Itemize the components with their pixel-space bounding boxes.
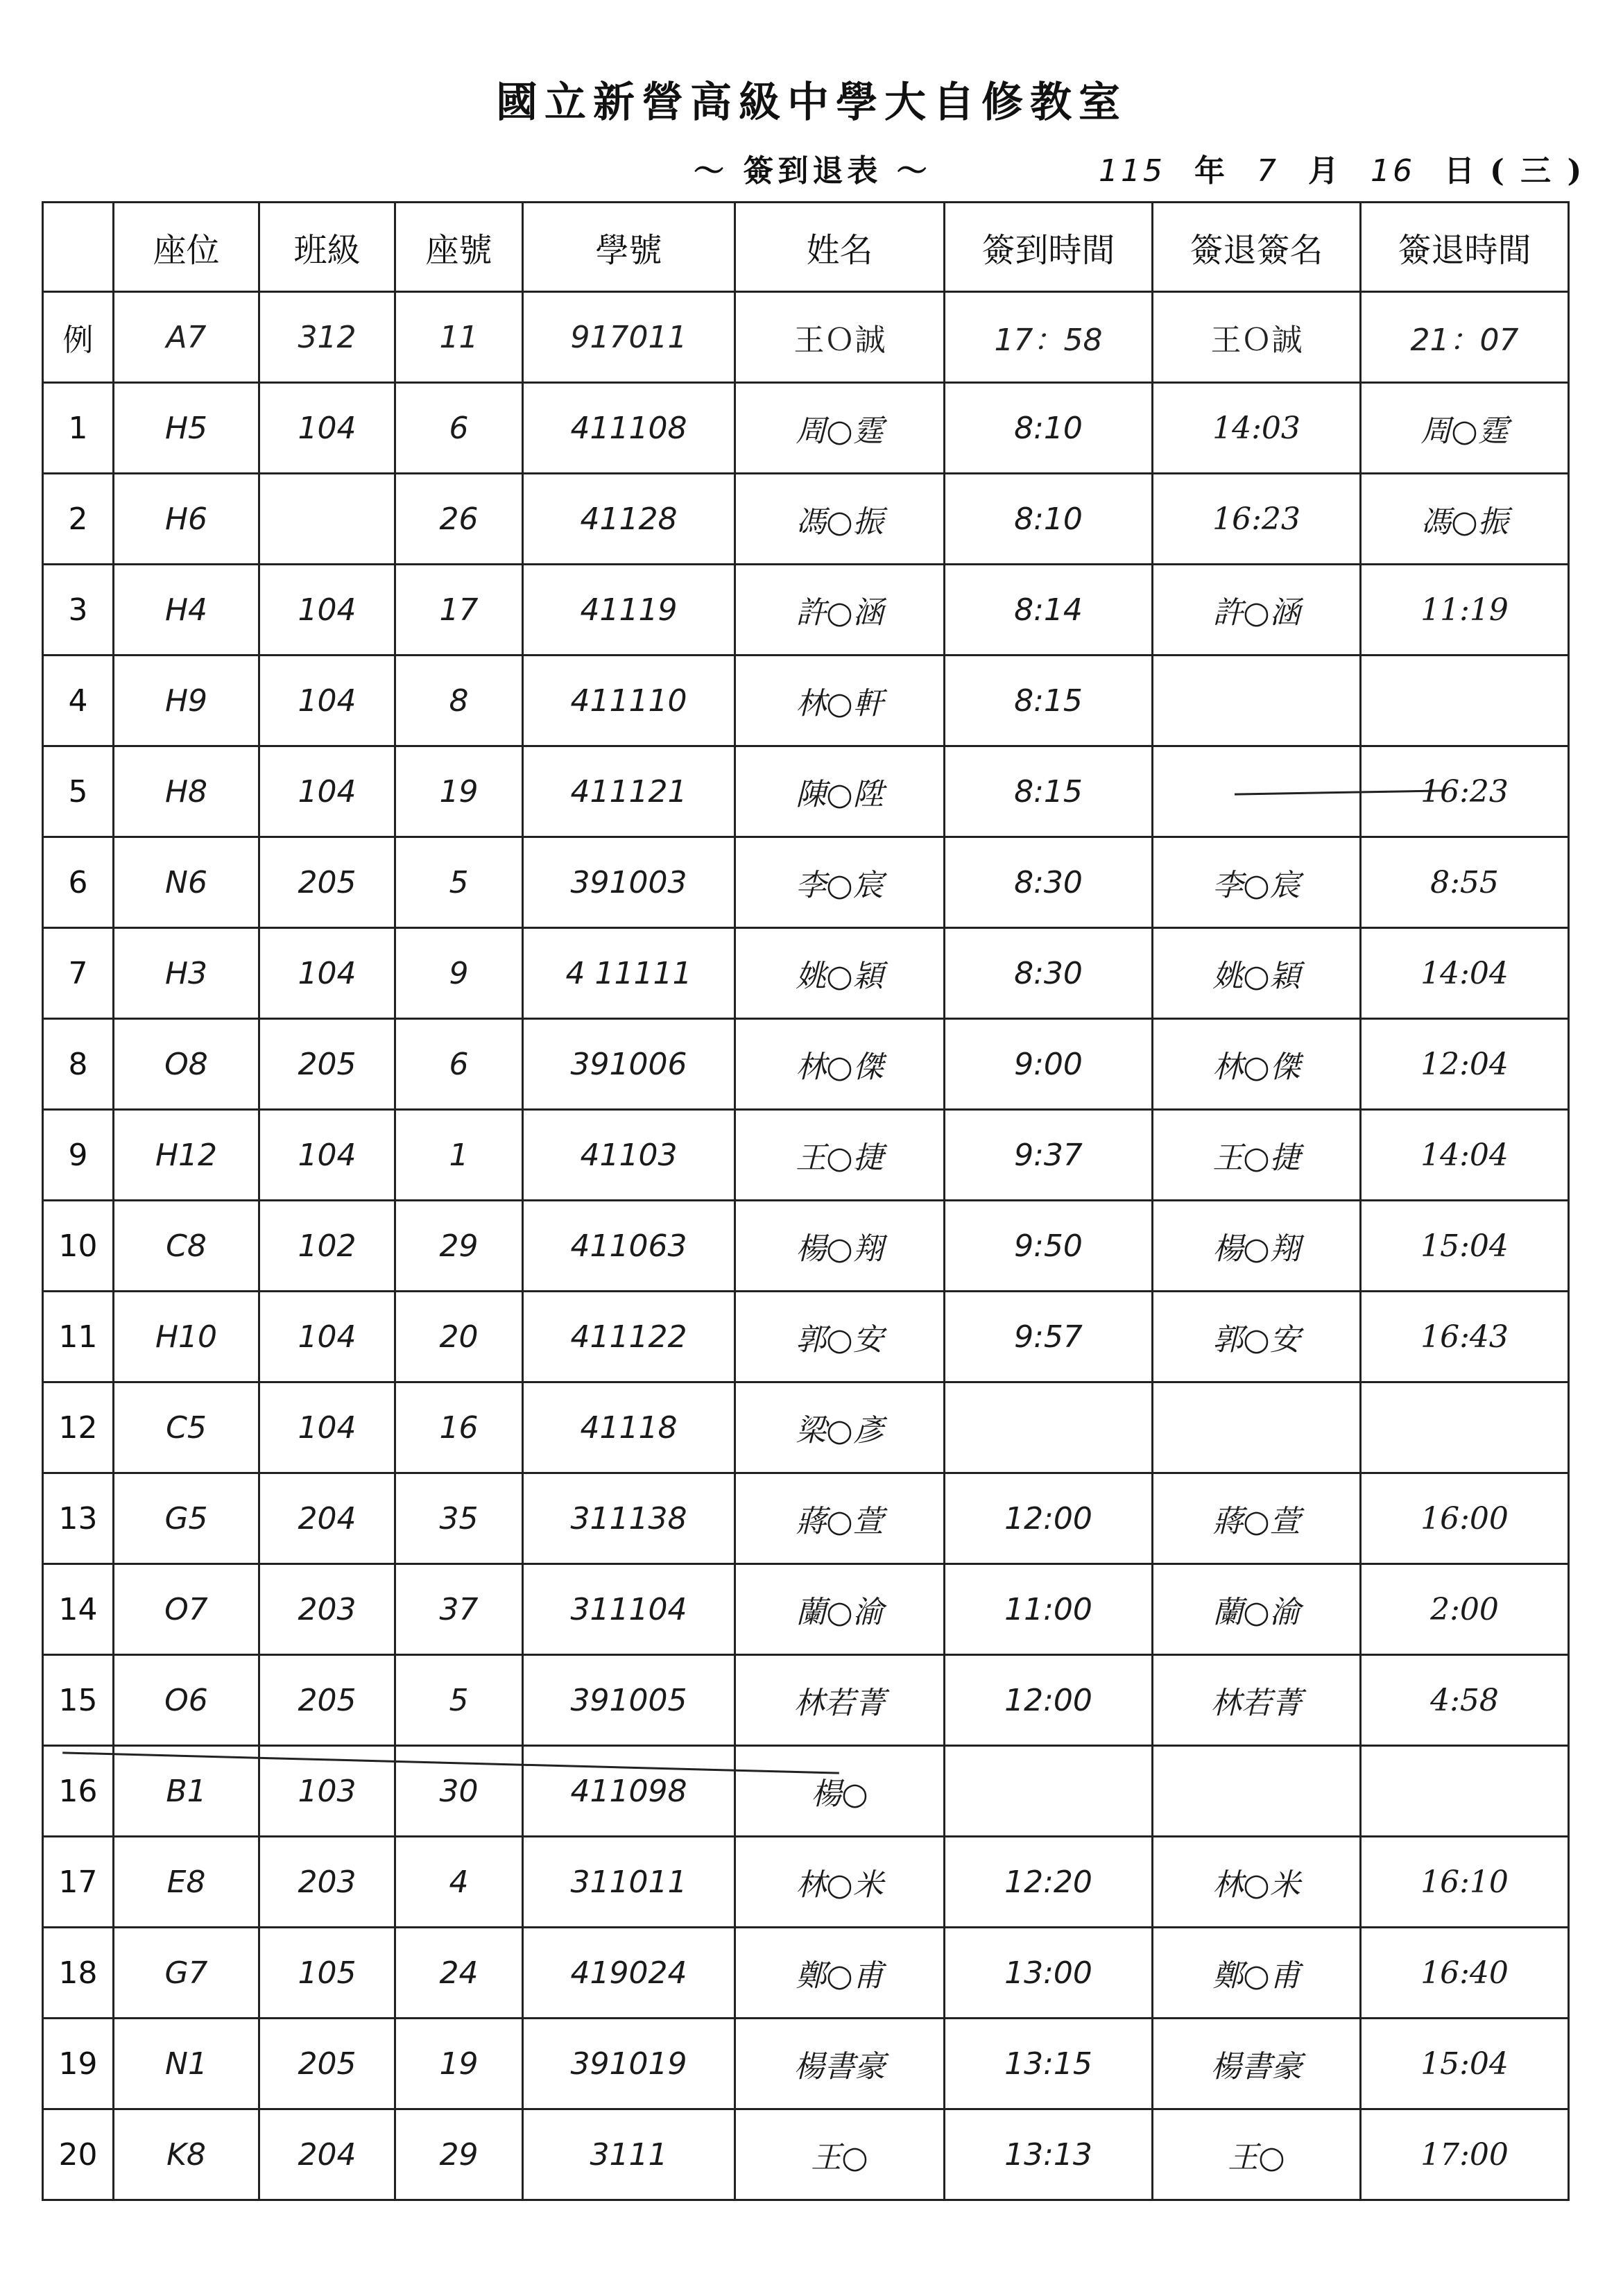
student-id-cell: 391005 (523, 1655, 735, 1746)
class-cell: 205 (259, 2019, 395, 2109)
seat-number-cell: 30 (395, 1746, 523, 1837)
header-name: 姓名 (735, 203, 945, 292)
signout-sign-cell: 林○傑 (1153, 1019, 1361, 1110)
row-number: 18 (43, 1928, 114, 2019)
table-row (43, 928, 1569, 1019)
student-id-cell: 311138 (523, 1473, 735, 1564)
class-cell: 104 (259, 928, 395, 1019)
checkin-time-cell: 9:50 (945, 1201, 1153, 1292)
student-id-cell: 411110 (523, 656, 735, 746)
signout-sign-cell: 林○米 (1153, 1837, 1361, 1928)
seat-cell: O7 (114, 1564, 259, 1655)
date-year-label: 年 (1194, 153, 1228, 189)
checkin-time-cell: 13:15 (945, 2019, 1153, 2109)
checkout-time-cell: 4:58 (1361, 1655, 1569, 1746)
checkout-time-cell: 8:55 (1361, 837, 1569, 928)
example-seat: A7 (114, 292, 259, 383)
seat-number-cell: 6 (395, 1019, 523, 1110)
page-subtitle: ～ 簽到退表 ～ (694, 153, 931, 189)
name-cell: 許○涵 (735, 565, 945, 656)
name-cell: 馮○振 (735, 474, 945, 565)
header-checkout-time: 簽退時間 (1361, 203, 1569, 292)
seat-cell: E8 (114, 1837, 259, 1928)
class-cell: 105 (259, 1928, 395, 2019)
student-id-cell: 41128 (523, 474, 735, 565)
example-student-id: 917011 (523, 292, 735, 383)
checkout-time-cell: 12:04 (1361, 1019, 1569, 1110)
row-number: 9 (43, 1110, 114, 1201)
signout-sign-cell: 楊書豪 (1153, 2019, 1361, 2109)
name-cell: 李○宸 (735, 837, 945, 928)
checkin-time-cell (945, 1746, 1153, 1837)
example-label: 例 (43, 292, 114, 383)
student-id-cell: 41103 (523, 1110, 735, 1201)
table-row (43, 1837, 1569, 1928)
row-number: 4 (43, 656, 114, 746)
table-row (43, 565, 1569, 656)
table-row (43, 1019, 1569, 1110)
seat-cell: H8 (114, 746, 259, 837)
name-cell: 林○軒 (735, 656, 945, 746)
student-id-cell: 411121 (523, 746, 735, 837)
class-cell: 103 (259, 1746, 395, 1837)
checkin-time-cell: 12:00 (945, 1473, 1153, 1564)
checkin-time-cell: 11:00 (945, 1564, 1153, 1655)
row-number: 8 (43, 1019, 114, 1110)
date-line (1082, 146, 1584, 190)
example-class: 312 (259, 292, 395, 383)
row-number: 13 (43, 1473, 114, 1564)
signout-sign-cell (1153, 1746, 1361, 1837)
row-number: 16 (43, 1746, 114, 1837)
name-cell: 周○霆 (735, 383, 945, 474)
table-row (43, 1655, 1569, 1746)
date-month: 7 (1256, 153, 1279, 189)
seat-cell: H6 (114, 474, 259, 565)
row-number: 19 (43, 2019, 114, 2109)
example-number: 11 (395, 292, 523, 383)
table-row (43, 1201, 1569, 1292)
checkin-time-cell: 12:00 (945, 1655, 1153, 1746)
seat-cell: C5 (114, 1382, 259, 1473)
signout-sign-cell: 16:23 (1153, 474, 1361, 565)
signout-sign-cell: 李○宸 (1153, 837, 1361, 928)
class-cell: 104 (259, 1292, 395, 1382)
student-id-cell: 411108 (523, 383, 735, 474)
signout-sign-cell: 林若菁 (1153, 1655, 1361, 1746)
row-number: 3 (43, 565, 114, 656)
signin-table (42, 201, 1570, 2201)
row-number: 14 (43, 1564, 114, 1655)
date-year: 115 (1099, 153, 1165, 189)
example-checkout: 21：07 (1361, 292, 1569, 383)
class-cell: 204 (259, 2109, 395, 2200)
seat-cell: N1 (114, 2019, 259, 2109)
header-class: 班級 (259, 203, 395, 292)
name-cell: 楊○翔 (735, 1201, 945, 1292)
student-id-cell: 419024 (523, 1928, 735, 2019)
checkout-time-cell (1361, 1746, 1569, 1837)
student-id-cell: 311011 (523, 1837, 735, 1928)
seat-number-cell: 9 (395, 928, 523, 1019)
signout-sign-cell: 王○ (1153, 2109, 1361, 2200)
seat-cell: H12 (114, 1110, 259, 1201)
seat-number-cell: 5 (395, 1655, 523, 1746)
checkout-time-cell: 16:40 (1361, 1928, 1569, 2019)
seat-number-cell: 26 (395, 474, 523, 565)
checkout-time-cell: 15:04 (1361, 1201, 1569, 1292)
table-row (43, 1564, 1569, 1655)
class-cell: 104 (259, 1110, 395, 1201)
table-row (43, 2019, 1569, 2109)
signout-sign-cell (1153, 1382, 1361, 1473)
name-cell: 林○米 (735, 1837, 945, 1928)
checkout-time-cell: 11:19 (1361, 565, 1569, 656)
class-cell: 205 (259, 1655, 395, 1746)
date-month-label: 月 (1307, 153, 1341, 189)
class-cell: 104 (259, 1382, 395, 1473)
row-number: 6 (43, 837, 114, 928)
seat-cell: C8 (114, 1201, 259, 1292)
seat-cell: N6 (114, 837, 259, 928)
checkout-time-cell: 14:04 (1361, 928, 1569, 1019)
name-cell: 林○傑 (735, 1019, 945, 1110)
example-name: 王Ｏ誠 (735, 292, 945, 383)
row-number: 10 (43, 1201, 114, 1292)
table-row (43, 656, 1569, 746)
table-row (43, 1928, 1569, 2019)
checkin-time-cell: 9:00 (945, 1019, 1153, 1110)
seat-number-cell: 24 (395, 1928, 523, 2019)
signout-sign-cell: 王○捷 (1153, 1110, 1361, 1201)
checkout-time-cell: 周○霆 (1361, 383, 1569, 474)
student-id-cell: 411063 (523, 1201, 735, 1292)
row-number: 1 (43, 383, 114, 474)
student-id-cell: 3111 (523, 2109, 735, 2200)
seat-cell: H5 (114, 383, 259, 474)
header-seat: 座位 (114, 203, 259, 292)
student-id-cell: 391019 (523, 2019, 735, 2109)
seat-cell: O6 (114, 1655, 259, 1746)
class-cell: 104 (259, 383, 395, 474)
name-cell: 陳○陞 (735, 746, 945, 837)
seat-number-cell: 37 (395, 1564, 523, 1655)
seat-cell: B1 (114, 1746, 259, 1837)
checkin-time-cell (945, 1382, 1153, 1473)
example-row (43, 292, 1569, 383)
name-cell: 楊○ (735, 1746, 945, 1837)
student-id-cell: 311104 (523, 1564, 735, 1655)
signout-sign-cell: 蔣○萱 (1153, 1473, 1361, 1564)
checkout-time-cell (1361, 656, 1569, 746)
seat-number-cell: 29 (395, 1201, 523, 1292)
page-title: 國立新營高級中學大自修教室 (496, 78, 1127, 127)
checkout-time-cell: 16:00 (1361, 1473, 1569, 1564)
class-cell: 102 (259, 1201, 395, 1292)
checkout-time-cell: 16:23 (1361, 746, 1569, 837)
checkin-time-cell: 9:57 (945, 1292, 1153, 1382)
checkout-time-cell: 17:00 (1361, 2109, 1569, 2200)
row-number: 11 (43, 1292, 114, 1382)
checkin-time-cell: 8:15 (945, 746, 1153, 837)
seat-cell: H9 (114, 656, 259, 746)
checkout-time-cell: 馮○振 (1361, 474, 1569, 565)
table-row (43, 1473, 1569, 1564)
checkout-time-cell: 15:04 (1361, 2019, 1569, 2109)
student-id-cell: 411122 (523, 1292, 735, 1382)
seat-number-cell: 20 (395, 1292, 523, 1382)
checkout-time-cell: 14:04 (1361, 1110, 1569, 1201)
name-cell: 姚○穎 (735, 928, 945, 1019)
signout-sign-cell: 郭○安 (1153, 1292, 1361, 1382)
name-cell: 梁○彥 (735, 1382, 945, 1473)
checkin-time-cell: 8:30 (945, 837, 1153, 928)
table-row (43, 837, 1569, 928)
seat-number-cell: 19 (395, 2019, 523, 2109)
signout-sign-cell (1153, 656, 1361, 746)
name-cell: 楊書豪 (735, 2019, 945, 2109)
name-cell: 郭○安 (735, 1292, 945, 1382)
signout-sign-cell: 許○涵 (1153, 565, 1361, 656)
table-row (43, 1292, 1569, 1382)
seat-cell: H10 (114, 1292, 259, 1382)
name-cell: 鄭○甫 (735, 1928, 945, 2019)
seat-number-cell: 1 (395, 1110, 523, 1201)
student-id-cell: 411098 (523, 1746, 735, 1837)
checkout-time-cell: 16:43 (1361, 1292, 1569, 1382)
student-id-cell: 391003 (523, 837, 735, 928)
signout-sign-cell: 鄭○甫 (1153, 1928, 1361, 2019)
signout-sign-cell: 蘭○渝 (1153, 1564, 1361, 1655)
signout-sign-cell: 楊○翔 (1153, 1201, 1361, 1292)
checkin-time-cell: 9:37 (945, 1110, 1153, 1201)
table-row (43, 1382, 1569, 1473)
student-id-cell: 4 11111 (523, 928, 735, 1019)
signout-sign-cell: 14:03 (1153, 383, 1361, 474)
class-cell: 204 (259, 1473, 395, 1564)
class-cell: 205 (259, 837, 395, 928)
checkout-time-cell: 2:00 (1361, 1564, 1569, 1655)
row-number: 17 (43, 1837, 114, 1928)
seat-cell: G7 (114, 1928, 259, 2019)
seat-number-cell: 29 (395, 2109, 523, 2200)
row-number: 20 (43, 2109, 114, 2200)
name-cell: 林若菁 (735, 1655, 945, 1746)
checkout-time-cell (1361, 1382, 1569, 1473)
seat-number-cell: 35 (395, 1473, 523, 1564)
checkin-time-cell: 13:00 (945, 1928, 1153, 2019)
checkin-time-cell: 8:30 (945, 928, 1153, 1019)
row-number: 7 (43, 928, 114, 1019)
name-cell: 王○捷 (735, 1110, 945, 1201)
checkin-time-cell: 8:10 (945, 383, 1153, 474)
table-row (43, 474, 1569, 565)
table-row (43, 2109, 1569, 2200)
seat-cell: K8 (114, 2109, 259, 2200)
student-id-cell: 41119 (523, 565, 735, 656)
seat-number-cell: 17 (395, 565, 523, 656)
seat-cell: O8 (114, 1019, 259, 1110)
seat-number-cell: 16 (395, 1382, 523, 1473)
class-cell: 205 (259, 1019, 395, 1110)
date-day: 16 (1370, 153, 1415, 189)
row-number: 2 (43, 474, 114, 565)
row-number: 15 (43, 1655, 114, 1746)
header-blank (43, 203, 114, 292)
checkout-time-cell: 16:10 (1361, 1837, 1569, 1928)
student-id-cell: 391006 (523, 1019, 735, 1110)
header-student-id: 學號 (523, 203, 735, 292)
row-number: 5 (43, 746, 114, 837)
seat-number-cell: 8 (395, 656, 523, 746)
name-cell: 蘭○渝 (735, 1564, 945, 1655)
row-number: 12 (43, 1382, 114, 1473)
class-cell: 203 (259, 1837, 395, 1928)
header-checkin-time: 簽到時間 (945, 203, 1153, 292)
student-id-cell: 41118 (523, 1382, 735, 1473)
example-checkin: 17：58 (945, 292, 1153, 383)
seat-number-cell: 19 (395, 746, 523, 837)
checkin-time-cell: 13:13 (945, 2109, 1153, 2200)
seat-number-cell: 5 (395, 837, 523, 928)
date-day-label: 日 (1443, 153, 1477, 189)
table-row (43, 1110, 1569, 1201)
seat-cell: G5 (114, 1473, 259, 1564)
seat-number-cell: 6 (395, 383, 523, 474)
header-signout-sign: 簽退簽名 (1153, 203, 1361, 292)
seat-cell: H3 (114, 928, 259, 1019)
class-cell: 203 (259, 1564, 395, 1655)
header-number: 座號 (395, 203, 523, 292)
table-row (43, 383, 1569, 474)
header-row (43, 203, 1569, 292)
checkin-time-cell: 8:10 (945, 474, 1153, 565)
name-cell: 蔣○萱 (735, 1473, 945, 1564)
class-cell: 104 (259, 656, 395, 746)
seat-number-cell: 4 (395, 1837, 523, 1928)
seat-cell: H4 (114, 565, 259, 656)
checkin-time-cell: 8:15 (945, 656, 1153, 746)
checkin-time-cell: 12:20 (945, 1837, 1153, 1928)
name-cell: 王○ (735, 2109, 945, 2200)
class-cell: 104 (259, 565, 395, 656)
class-cell: 104 (259, 746, 395, 837)
example-signout-sign: 王Ｏ誠 (1153, 292, 1361, 383)
signout-sign-cell: 姚○穎 (1153, 928, 1361, 1019)
class-cell (259, 474, 395, 565)
checkin-time-cell: 8:14 (945, 565, 1153, 656)
date-weekday: ( 三 ) (1489, 153, 1585, 189)
